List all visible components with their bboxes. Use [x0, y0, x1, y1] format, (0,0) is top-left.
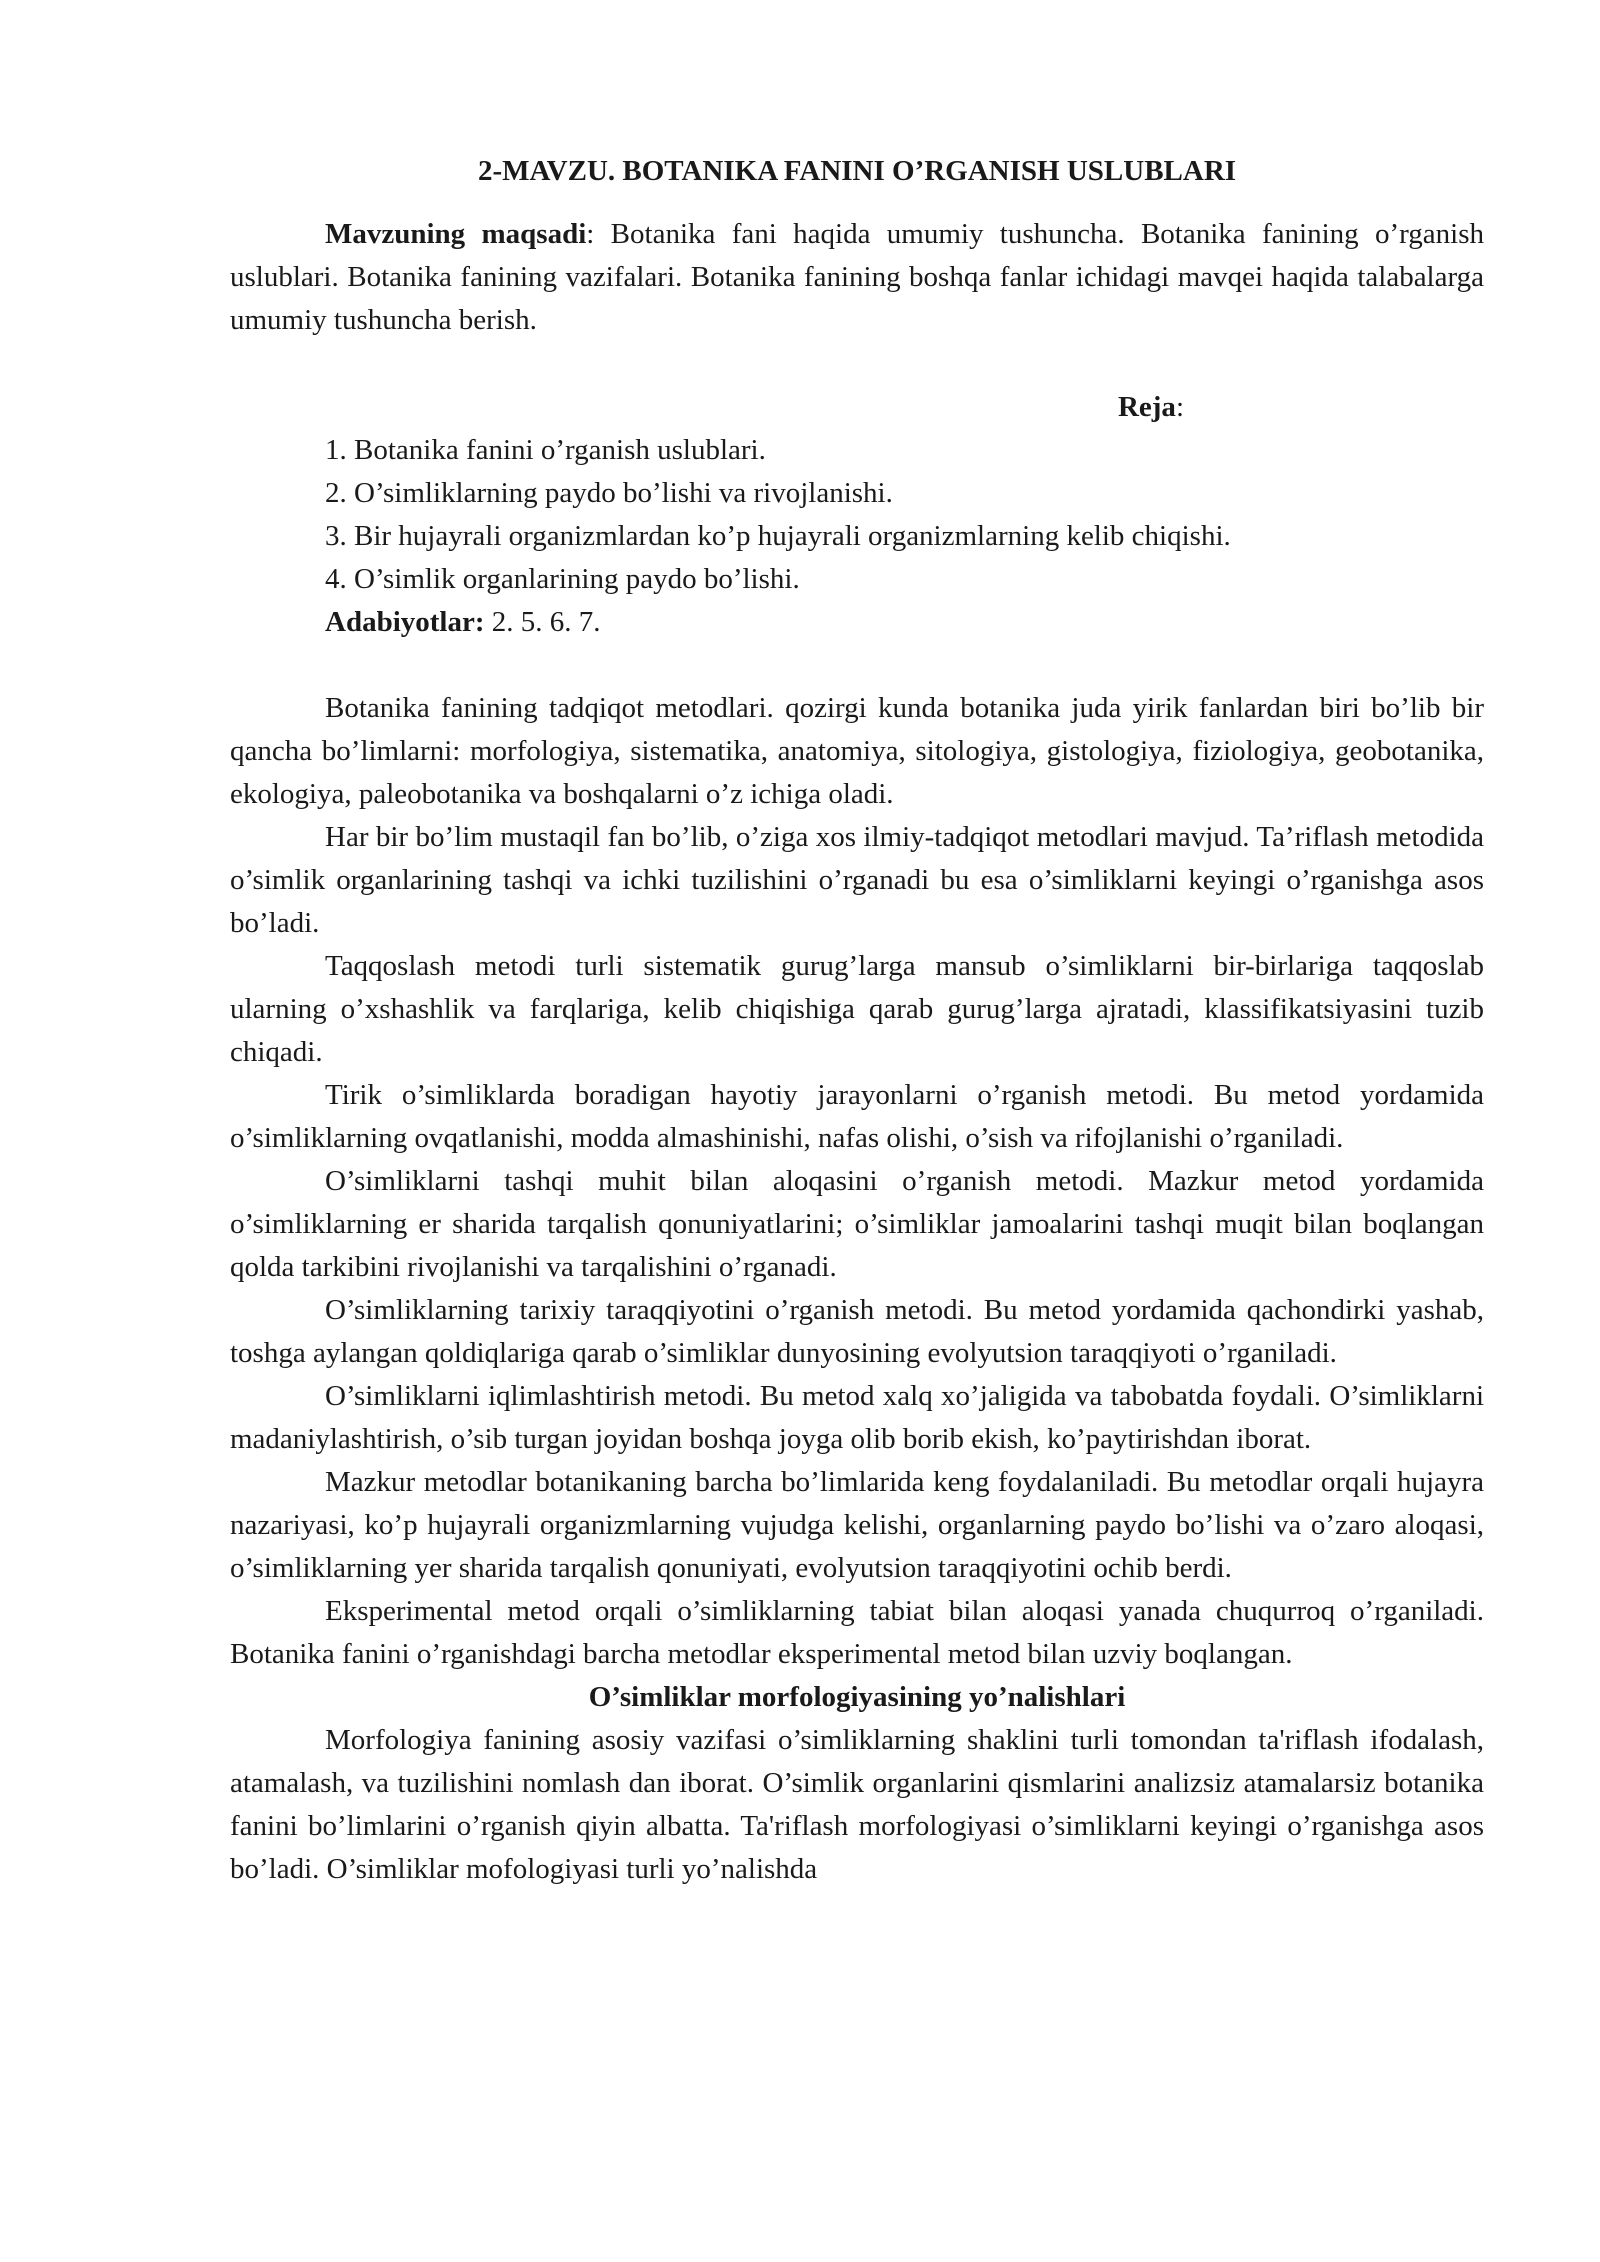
body-paragraph: Botanika fanining tadqiqot metodlari. qozirgi kunda botanika juda yirik fanlardan biri bo’lib bir qancha bo’limlarni: morfologiya, sistematika, anatomiya, sitologiya, gistologiya, fiziologiya, geobotanika, ekologiya, paleobotanika va boshqalarni o’z ichiga oladi. — [230, 692, 1484, 810]
goal-text: : Botanika fani haqida umumiy tushuncha. Botanika fanining o’rganish uslublari. Botanika fanining vazifalari. Botanika fanining boshqa fanlar ichidagi mavqei haqida talabalarga umumiy tushuncha berish. — [230, 218, 1484, 336]
plan-label: Reja — [1117, 391, 1176, 423]
literature-label: Adabiyotlar: — [325, 606, 485, 638]
goal-paragraph — [230, 213, 1484, 342]
plan-item: 1. Botanika fanini o’rganish uslublari. — [325, 434, 766, 466]
body-paragraph: Tirik o’simliklarda boradigan hayotiy jarayonlarni o’rganish metodi. Bu metod yordamida o’simliklarning ovqatlanishi, modda almashinishi, nafas olishi, o’sish va rifojlanishi o’rganiladi. — [230, 1079, 1484, 1154]
body-paragraph: Har bir bo’lim mustaqil fan bo’lib, o’ziga xos ilmiy-tadqiqot metodlari mavjud. Ta’riflash metodida o’simlik organlarining tashqi va ichki tuzilishini o’rganadi bu esa o’simliklarni keyingi o’rganishga asos bo’ladi. — [230, 821, 1484, 939]
body-paragraph: Taqqoslash metodi turli sistematik gurug’larga mansub o’simliklarni bir-birlariga taqqoslab ularning o’xshashlik va farqlariga, kelib chiqishiga qarab gurug’larga ajratadi, klassifikatsiyasini tuzib chiqadi. — [230, 950, 1484, 1068]
plan-colon: : — [1175, 391, 1184, 423]
plan-item: 4. O’simlik organlarining paydo bo’lishi. — [325, 563, 800, 595]
plan-item: 2. O’simliklarning paydo bo’lishi va rivojlanishi. — [325, 477, 893, 509]
body-paragraph: O’simliklarning tarixiy taraqqiyotini o’rganish metodi. Bu metod yordamida qachondirki yashab, toshga aylangan qoldiqlariga qarab o’simliklar dunyosining evolyutsion taraqqiyoti o’rganiladi. — [230, 1294, 1484, 1369]
plan-item: 3. Bir hujayrali organizmlardan ko’p hujayrali organizmlarning kelib chiqishi. — [325, 520, 1231, 552]
literature-value: 2. 5. 6. 7. — [484, 606, 601, 638]
plan-list — [230, 429, 1484, 601]
document-page — [230, 130, 1484, 1891]
body-paragraph: O’simliklarni tashqi muhit bilan aloqasini o’rganish metodi. Mazkur metod yordamida o’simliklarning er sharida tarqalish qonuniyatlarini; o’simliklar jamoalarini tashqi muqit bilan boqlangan qolda tarkibini rivojlanishi va tarqalishini o’rganadi. — [230, 1165, 1484, 1283]
document-title: 2-MAVZU. BOTANIKA FANINI O’RGANISH USLUBLARI — [477, 155, 1237, 187]
goal-label: Mavzuning maqsadi — [325, 218, 587, 250]
literature-line — [230, 601, 1484, 644]
body-paragraph: Eksperimental metod orqali o’simliklarning tabiat bilan aloqasi yanada chuqurroq o’rganiladi. Botanika fanini o’rganishdagi barcha metodlar eksperimental metod bilan uzviy boqlangan. — [230, 1595, 1484, 1670]
plan-heading — [230, 386, 1484, 429]
body-paragraph: Morfologiya fanining asosiy vazifasi o’simliklarning shaklini turli tomondan ta'riflash ifodalash, atamalash, va tuzilishini nomlash dan iborat. O’simlik organlarini qismlarini analizsiz atamalarsiz botanika fanini bo’limlarini o’rganish qiyin albatta. Ta'riflash morfologiyasi o’simliklarni keyingi o’rganishga asos bo’ladi. O’simliklar mofologiyasi turli yo’nalishda — [230, 1724, 1484, 1885]
body-paragraph: Mazkur metodlar botanikaning barcha bo’limlarida keng foydalaniladi. Bu metodlar orqali hujayra nazariyasi, ko’p hujayrali organizmlarning vujudga kelishi, organlarning paydo bo’lishi va o’zaro aloqasi, o’simliklarning yer sharida tarqalish qonuniyati, evolyutsion taraqqiyotini ochib berdi. — [230, 1466, 1484, 1584]
body-paragraph: O’simliklarni iqlimlashtirish metodi. Bu metod xalq xo’jaligida va tabobatda foydali. O’simliklarni madaniylashtirish, o’sib turgan joyidan boshqa joyga olib borib ekish, ko’paytirishdan iborat. — [230, 1380, 1484, 1455]
section-subheading: O’simliklar morfologiyasining yo’nalishlari — [588, 1681, 1126, 1713]
